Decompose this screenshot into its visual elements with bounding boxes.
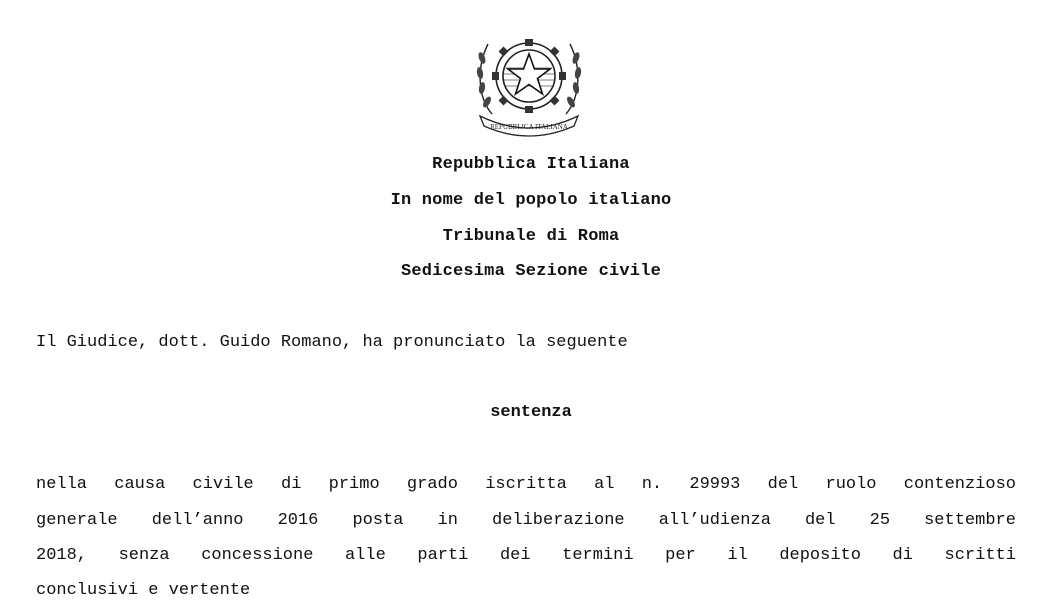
body-word: di [281,475,302,494]
body-word: dell’anno [151,511,244,530]
body-word: senza [118,546,170,565]
body-word: scritti [944,546,1016,565]
italian-republic-emblem [470,18,588,140]
body-word: del [767,475,799,494]
body-line-2 [36,510,1016,532]
header-people: In nome del popolo italiano [390,191,672,210]
body-word: all’udienza [658,511,771,530]
document-type-title: sentenza [490,403,572,422]
body-word: in [437,511,458,530]
body-word: dei [499,546,531,565]
body-word: il [727,546,748,565]
body-word: grado [406,475,458,494]
header-section: Sedicesima Sezione civile [400,262,662,281]
body-word: civile [192,475,254,494]
body-word: deliberazione [492,511,625,530]
body-word: 25 [869,511,891,530]
body-word: parti [417,546,469,565]
body-word: causa [114,475,166,494]
body-word: per [665,546,696,565]
body-word: termini [562,546,634,565]
body-word: al [594,475,615,494]
intro-sentence: Il Giudice, dott. Guido Romano, ha pronunciato la seguente [36,333,628,352]
body-word: concessione [201,546,314,565]
body-word: alle [344,546,386,565]
body-word: 2018, [36,546,88,565]
body-line-1 [36,474,1016,496]
body-word: 29993 [689,475,741,494]
body-word: generale [36,511,118,530]
header-republic: Repubblica Italiana [432,155,630,174]
body-word: iscritta [485,475,567,494]
body-word: nella [36,475,88,494]
body-word: ruolo [825,475,877,494]
body-word: n. [641,475,663,494]
body-word: deposito [779,546,861,565]
body-word: settembre [924,511,1016,530]
body-word: del [804,511,836,530]
emblem-ribbon-text: REPUBBLICA ITALIANA [490,123,568,131]
body-line-4: conclusivi e vertente [36,581,251,600]
body-word: 2016 [277,511,319,530]
body-word: di [892,546,913,565]
body-word: primo [328,475,380,494]
body-line-3 [36,545,1016,567]
header-court: Tribunale di Roma [442,227,620,246]
body-word: posta [352,511,404,530]
body-word: contenzioso [903,475,1016,494]
